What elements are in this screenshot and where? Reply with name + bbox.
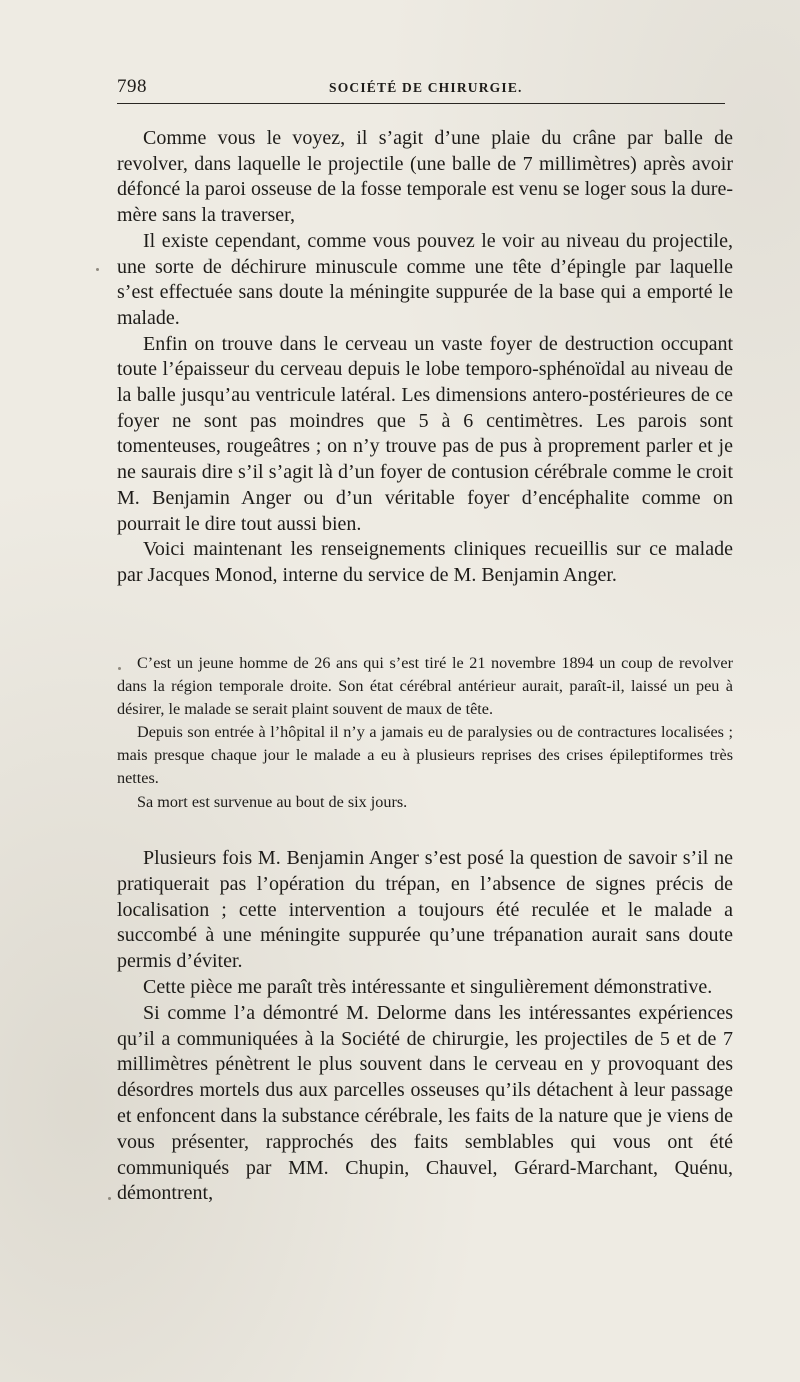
paragraph: Enfin on trouve dans le cerveau un vaste foyer de destruction occupant toute l’épaisseur du cerveau depuis le lobe temporo-sphénoïdal au niveau de la balle jusqu’au ventricule latéral. Les dimensions antero-postérieures de ce foyer ne sont pas moindres que 5 à 6 centimètres. Les parois sont tomenteuses, rougeâtres ; on n’y trouve pas de pus à proprement parler et je ne saurais dire s’il s’agit là d’un foyer de contusion cérébrale comme le croit M. Benjamin Anger ou d’un véritable foyer d’encéphalite comme on pourrait le dire tout aussi bien.	[117, 332, 733, 535]
page-number: 798	[117, 76, 147, 97]
observation-paragraph: C’est un jeune homme de 26 ans qui s’est tiré le 21 novembre 1894 un coup de revolver dans la région temporale droite. Son état cérébral antérieur aurait, paraît-il, laissé un peu à désirer, le malade se serait plaint souvent de maux de tête.	[117, 654, 733, 719]
clinical-observation-block	[117, 652, 733, 814]
header-rule	[117, 103, 725, 104]
observation-paragraph: Sa mort est survenue au bout de six jours.	[137, 792, 408, 811]
paragraph: Voici maintenant les renseignements cliniques recueillis sur ce malade par Jacques Monod, interne du service de M. Benjamin Anger.	[117, 538, 733, 586]
paper-speck	[108, 1197, 111, 1200]
observation-paragraph: Depuis son entrée à l’hôpital il n’y a jamais eu de paralysies ou de contractures localisées ; mais presque chaque jour le malade a eu à plusieurs reprises des crises épileptiformes très nettes.	[117, 723, 733, 788]
paragraph: Il existe cependant, comme vous pouvez le voir au niveau du projectile, une sorte de déchirure minuscule comme une tête d’épingle par laquelle s’est effectuée sans doute la méningite suppurée de la base qui a emporté le malade.	[117, 229, 733, 329]
running-title: SOCIÉTÉ DE CHIRURGIE.	[329, 80, 523, 95]
main-text-before-quote	[117, 126, 733, 589]
paragraph: Cette pièce me paraît très intéressante et singulièrement démonstrative.	[143, 975, 713, 998]
main-text-after-quote	[117, 846, 733, 1207]
paper-speck	[96, 268, 99, 271]
page-header	[117, 76, 725, 102]
paragraph: Comme vous le voyez, il s’agit d’une plaie du crâne par balle de revolver, dans laquelle le projectile (une balle de 7 millimètres) après avoir défoncé la paroi osseuse de la fosse temporale est venu se loger sous la dure-mère sans la traverser,	[117, 127, 733, 227]
paragraph: Plusieurs fois M. Benjamin Anger s’est posé la question de savoir s’il ne pratiquerait pas l’opération du trépan, en l’absence de signes précis de localisation ; cette intervention a toujours été reculée et le malade a succombé à une méningite suppurée qu’une trépanation aurait sans doute permis d’éviter.	[117, 847, 733, 973]
paper-speck	[118, 667, 121, 670]
paragraph: Si comme l’a démontré M. Delorme dans les intéressantes expériences qu’il a communiquées à la Société de chirurgie, les projectiles de 5 et de 7 millimètres pénètrent le plus souvent dans le cerveau en y provoquant des désordres mortels dus aux parcelles osseuses qu’ils détachent à leur passage et enfoncent dans la substance cérébrale, les faits de la nature que je viens de vous présenter, rapprochés des faits semblables qui vous ont été communiqués par MM. Chupin, Chauvel, Gérard-Marchant, Quénu, démontrent,	[117, 1001, 733, 1205]
